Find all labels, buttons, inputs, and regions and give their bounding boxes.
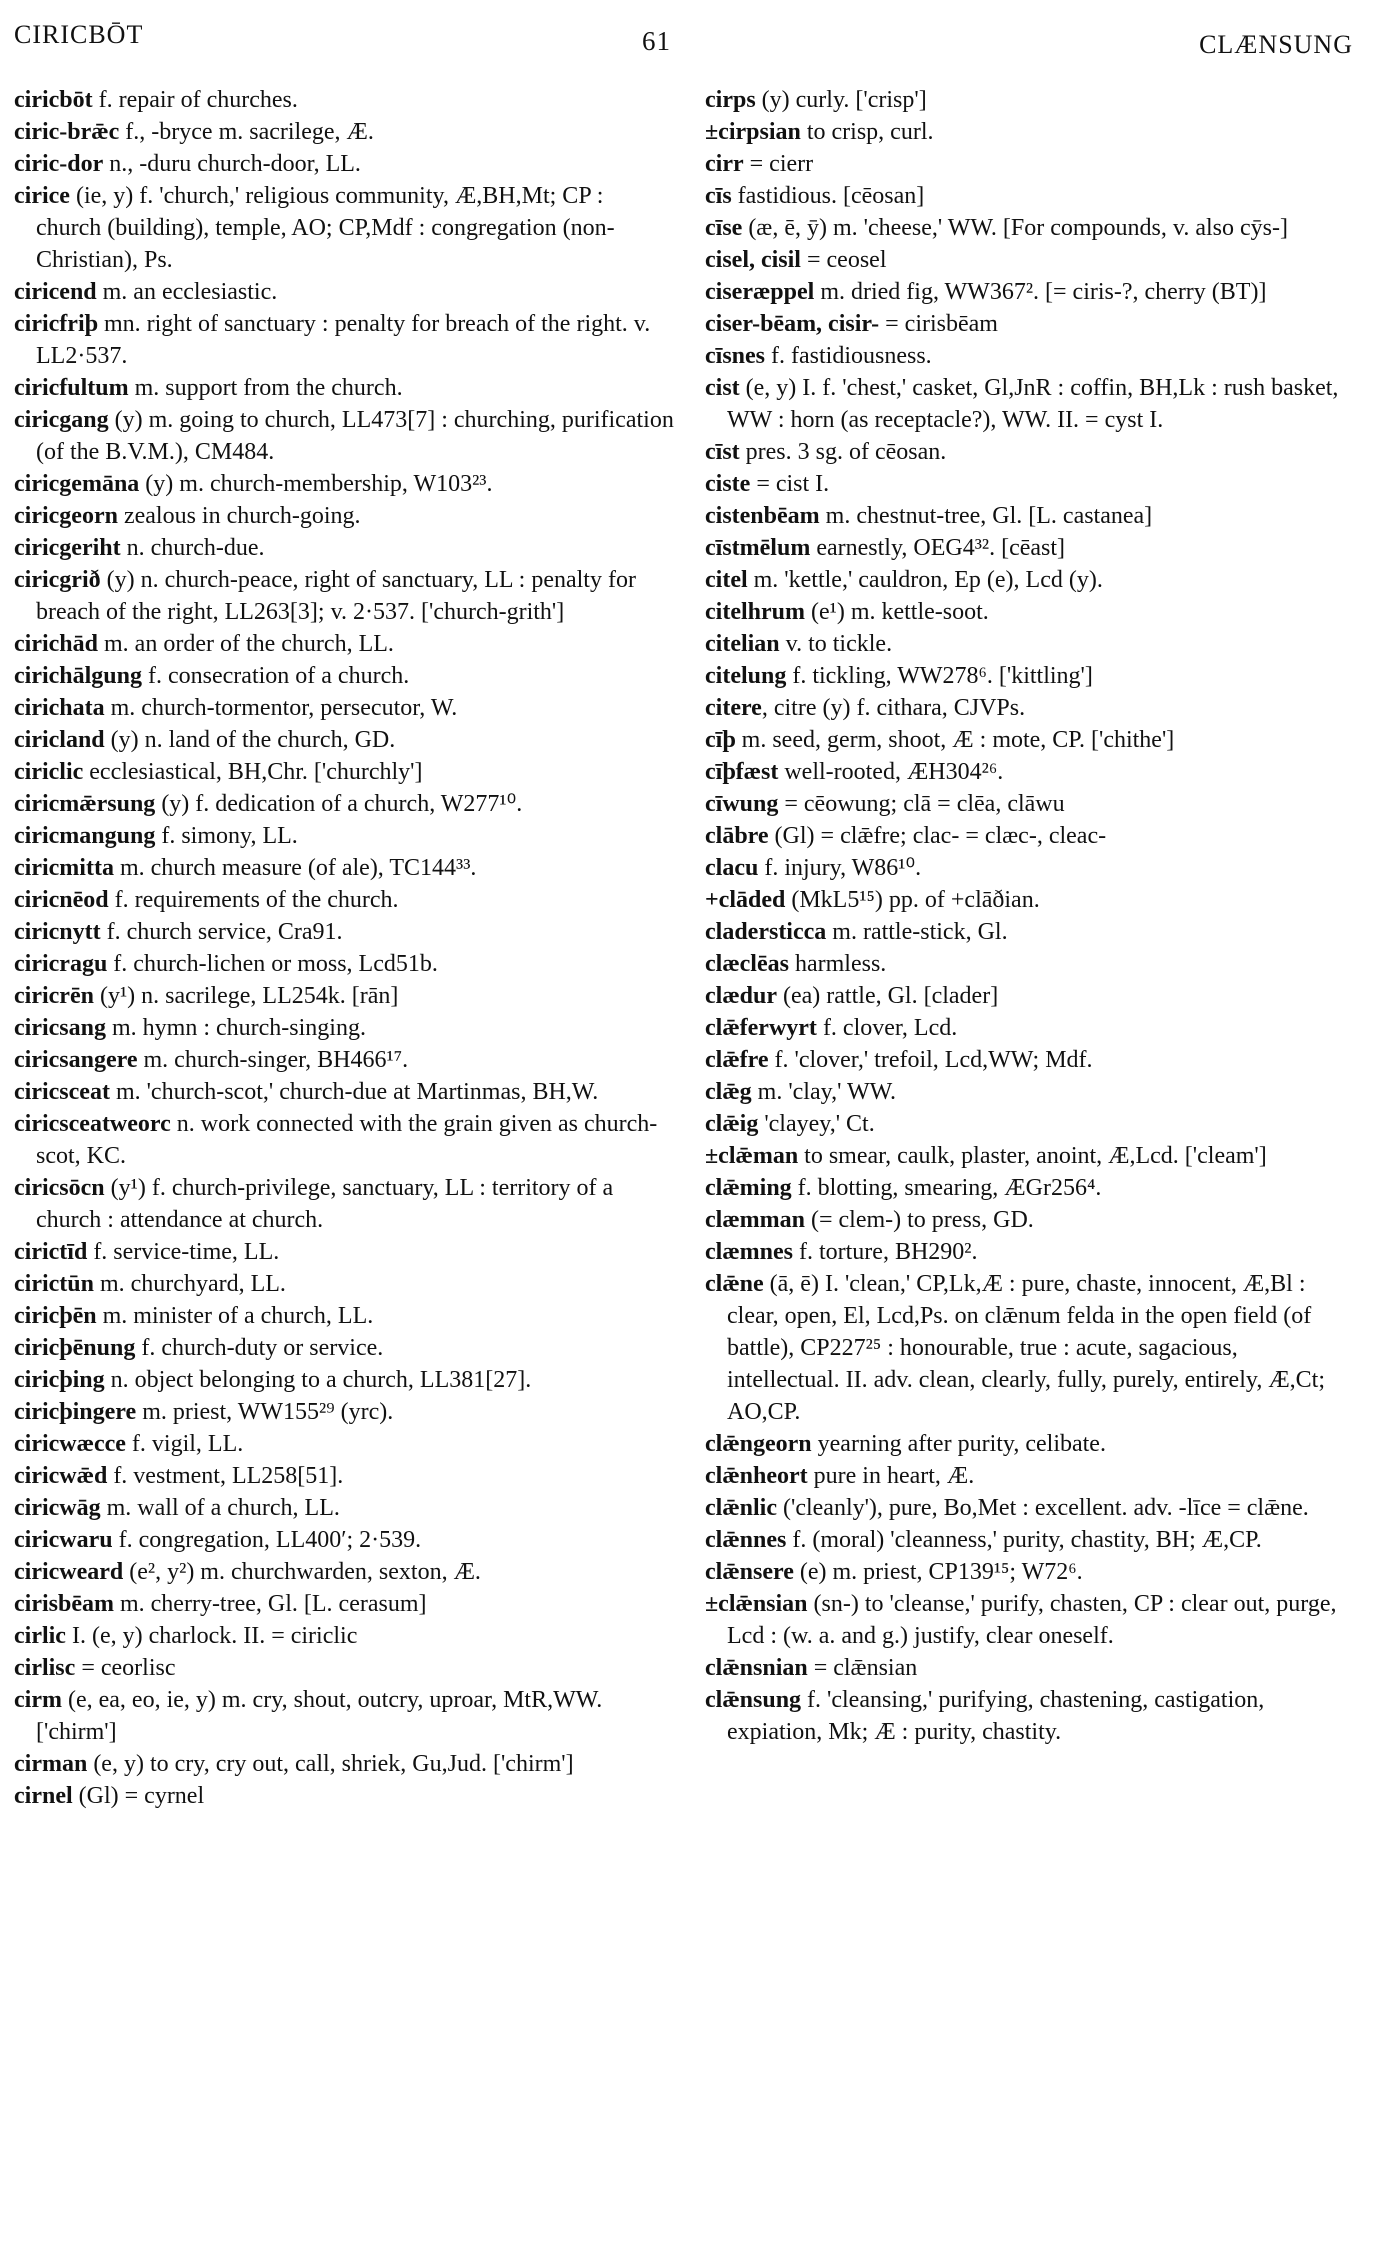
entry-headword: clǣg bbox=[705, 1079, 752, 1105]
dictionary-entry bbox=[705, 884, 1353, 916]
entry-headword: cīsnes bbox=[705, 343, 765, 369]
entry-headword: clæmnes bbox=[705, 1239, 793, 1265]
entry-definition: f. injury, W86¹⁰. bbox=[758, 855, 922, 881]
entry-definition: n., -duru church-door, LL. bbox=[103, 151, 361, 177]
entry-definition: m. churchyard, LL. bbox=[93, 1271, 286, 1297]
dictionary-entry bbox=[705, 1108, 1353, 1140]
entry-headword: citelhrum bbox=[705, 599, 805, 625]
entry-definition: (y) n. land of the church, GD. bbox=[104, 727, 396, 753]
entry-headword: ciricgeorn bbox=[14, 503, 118, 529]
entry-headword: cladersticca bbox=[705, 919, 827, 945]
entry-headword: cirictūn bbox=[14, 1271, 94, 1297]
entry-definition: f. clover, Lcd. bbox=[816, 1015, 958, 1041]
entry-definition: fastidious. [cēosan] bbox=[731, 183, 925, 209]
dictionary-entry bbox=[705, 692, 1353, 724]
entry-definition: pres. 3 sg. of cēosan. bbox=[739, 439, 947, 465]
entry-definition: f. vigil, LL. bbox=[125, 1431, 244, 1457]
dictionary-entry bbox=[14, 820, 674, 852]
page-number: 61 bbox=[642, 26, 671, 56]
dictionary-entry bbox=[14, 948, 674, 980]
entry-definition: (y) n. church-peace, right of sanctuary, LL : penalty for breach of the right, LL263[3]; v. 2·537. ['church-grith'] bbox=[36, 567, 636, 625]
entry-definition: well-rooted, ÆH304²⁶. bbox=[778, 759, 1004, 785]
entry-headword: ciricþing bbox=[14, 1367, 105, 1393]
dictionary-entry bbox=[705, 564, 1353, 596]
entry-definition: (ā, ē) I. 'clean,' CP,Lk,Æ : pure, chaste, innocent, Æ,Bl : clear, open, El, Lcd,Ps. on clǣnum felda in the open field (of battle), CP227²⁵ : honourable, true : acute, sagacious, intellectual. II. adv. clean, clearly, fully, purely, entirely, Æ,Ct; AO,CP. bbox=[727, 1271, 1325, 1425]
dictionary-entry bbox=[705, 980, 1353, 1012]
entry-definition: (e², y²) m. churchwarden, sexton, Æ. bbox=[123, 1559, 481, 1585]
entry-headword: ciricmitta bbox=[14, 855, 114, 881]
entry-headword: cirictīd bbox=[14, 1239, 88, 1265]
entry-definition: m. wall of a church, LL. bbox=[100, 1495, 340, 1521]
dictionary-entry bbox=[14, 148, 674, 180]
entry-headword: ciricgemāna bbox=[14, 471, 140, 497]
entry-headword: cīþfæst bbox=[705, 759, 779, 785]
dictionary-entry bbox=[14, 564, 674, 628]
dictionary-entry bbox=[705, 596, 1353, 628]
entry-headword: cīs bbox=[705, 183, 732, 209]
entry-definition: m. rattle-stick, Gl. bbox=[826, 919, 1008, 945]
entry-headword: clǣig bbox=[705, 1111, 759, 1137]
dictionary-entry bbox=[705, 84, 1353, 116]
entry-headword: ciseræppel bbox=[705, 279, 815, 305]
entry-definition: (e, y) to cry, cry out, call, shriek, Gu,Jud. ['chirm'] bbox=[87, 1751, 574, 1777]
entry-headword: ciricrēn bbox=[14, 983, 94, 1009]
dictionary-entry bbox=[14, 1300, 674, 1332]
entry-definition: earnestly, OEG4³². [cēast] bbox=[810, 535, 1066, 561]
dictionary-entry bbox=[14, 692, 674, 724]
dictionary-entry bbox=[14, 724, 674, 756]
entry-headword: clābre bbox=[705, 823, 769, 849]
entry-headword: ciricweard bbox=[14, 1559, 124, 1585]
entry-definition: f. 'cleansing,' purifying, chastening, castigation, expiation, Mk; Æ : purity, chastity. bbox=[727, 1687, 1265, 1745]
entry-definition: = clǣnsian bbox=[807, 1655, 918, 1681]
entry-definition: f. church-lichen or moss, Lcd51b. bbox=[107, 951, 438, 977]
entry-definition: (e, y) I. f. 'chest,' casket, Gl,JnR : coffin, BH,Lk : rush basket, WW : horn (as receptacle?), WW. II. = cyst I. bbox=[727, 375, 1339, 433]
entry-headword: cīse bbox=[705, 215, 743, 241]
entry-headword: ciric-brǣc bbox=[14, 119, 120, 145]
entry-definition: m. chestnut-tree, Gl. [L. castanea] bbox=[819, 503, 1153, 529]
entry-definition: (ie, y) f. 'church,' religious community, Æ,BH,Mt; CP : church (building), temple, AO; CP,Mdf : congregation (non-Christian), Ps. bbox=[36, 183, 615, 273]
entry-definition: to smear, caulk, plaster, anoint, Æ,Lcd. ['cleam'] bbox=[798, 1143, 1267, 1169]
dictionary-entry bbox=[14, 628, 674, 660]
entry-definition: (y) m. church-membership, W103²³. bbox=[139, 471, 493, 497]
entry-definition: f., -bryce m. sacrilege, Æ. bbox=[119, 119, 374, 145]
entry-headword: ciricland bbox=[14, 727, 105, 753]
page-header bbox=[14, 12, 1353, 59]
entry-definition: (ea) rattle, Gl. [clader] bbox=[777, 983, 999, 1009]
entry-headword: cirps bbox=[705, 87, 756, 113]
entry-definition: m. church measure (of ale), TC144³³. bbox=[113, 855, 477, 881]
dictionary-entry bbox=[14, 500, 674, 532]
dictionary-entry bbox=[14, 884, 674, 916]
entry-headword: citelian bbox=[705, 631, 780, 657]
dictionary-entry bbox=[14, 1556, 674, 1588]
entry-definition: pure in heart, Æ. bbox=[807, 1463, 975, 1489]
entry-headword: cirisbēam bbox=[14, 1591, 114, 1617]
entry-headword: ciricfultum bbox=[14, 375, 129, 401]
dictionary-entry bbox=[14, 468, 674, 500]
dictionary-entry bbox=[705, 916, 1353, 948]
dictionary-entry bbox=[14, 1652, 674, 1684]
entry-definition: f. 'clover,' trefoil, Lcd,WW; Mdf. bbox=[768, 1047, 1093, 1073]
entry-definition: m. priest, WW155²⁹ (yrc). bbox=[136, 1399, 394, 1425]
dictionary-entry bbox=[705, 1556, 1353, 1588]
entry-headword: cirman bbox=[14, 1751, 88, 1777]
entry-headword: clǣngeorn bbox=[705, 1431, 812, 1457]
entry-definition: , citre (y) f. cithara, CJVPs. bbox=[761, 695, 1026, 721]
dictionary-entry bbox=[14, 788, 674, 820]
entry-definition: m. 'church-scot,' church-due at Martinmas, BH,W. bbox=[109, 1079, 599, 1105]
entry-definition: (Gl) = cyrnel bbox=[72, 1783, 205, 1809]
dictionary-entry bbox=[705, 212, 1353, 244]
dictionary-entry bbox=[705, 1588, 1353, 1652]
entry-definition: f. requirements of the church. bbox=[108, 887, 399, 913]
entry-definition: (Gl) = clǣfre; clac- = clæc-, cleac- bbox=[768, 823, 1107, 849]
entry-definition: f. torture, BH290². bbox=[792, 1239, 978, 1265]
dictionary-entry bbox=[14, 756, 674, 788]
entry-headword: cirice bbox=[14, 183, 70, 209]
dictionary-entry bbox=[14, 1396, 674, 1428]
entry-definition: v. to tickle. bbox=[779, 631, 893, 657]
entry-headword: clǣnnes bbox=[705, 1527, 787, 1553]
entry-definition: 'clayey,' Ct. bbox=[758, 1111, 875, 1137]
entry-headword: citelung bbox=[705, 663, 787, 689]
entry-headword: ciricsangere bbox=[14, 1047, 138, 1073]
dictionary-entry bbox=[14, 1172, 674, 1236]
entry-definition: ('cleanly'), pure, Bo,Met : excellent. adv. -līce = clǣne. bbox=[777, 1495, 1309, 1521]
entry-headword: cirm bbox=[14, 1687, 62, 1713]
entry-headword: cirr bbox=[705, 151, 744, 177]
entry-headword: ciric-dor bbox=[14, 151, 104, 177]
entry-headword: cirichata bbox=[14, 695, 105, 721]
entry-definition: I. (e, y) charlock. II. = ciriclic bbox=[65, 1623, 358, 1649]
header-left-guideword: CIRICBŌT bbox=[14, 20, 144, 49]
dictionary-entry bbox=[14, 1108, 674, 1172]
entry-definition: n. work connected with the grain given as church-scot, KC. bbox=[36, 1111, 658, 1169]
entry-headword: ciricmangung bbox=[14, 823, 156, 849]
dictionary-entry bbox=[705, 1524, 1353, 1556]
entry-headword: clǣne bbox=[705, 1271, 764, 1297]
dictionary-entry bbox=[705, 948, 1353, 980]
dictionary-entry bbox=[705, 756, 1353, 788]
dictionary-entry bbox=[14, 372, 674, 404]
entry-headword: cistenbēam bbox=[705, 503, 820, 529]
dictionary-entry bbox=[705, 372, 1353, 436]
entry-definition: (y) m. going to church, LL473[7] : churching, purification (of the B.V.M.), CM484. bbox=[36, 407, 674, 465]
dictionary-entry bbox=[14, 916, 674, 948]
entry-definition: f. church service, Cra91. bbox=[100, 919, 343, 945]
left-column bbox=[14, 84, 674, 1812]
entry-headword: clǣnlic bbox=[705, 1495, 777, 1521]
dictionary-entry bbox=[705, 788, 1353, 820]
entry-definition: m. an order of the church, LL. bbox=[98, 631, 394, 657]
dictionary-entry bbox=[705, 468, 1353, 500]
entry-definition: m. church-singer, BH466¹⁷. bbox=[137, 1047, 409, 1073]
dictionary-entry bbox=[14, 1620, 674, 1652]
entry-definition: harmless. bbox=[788, 951, 887, 977]
dictionary-entry bbox=[705, 660, 1353, 692]
dictionary-entry bbox=[705, 1044, 1353, 1076]
entry-headword: cirichād bbox=[14, 631, 98, 657]
entry-definition: m. support from the church. bbox=[128, 375, 403, 401]
entry-headword: ciricfriþ bbox=[14, 311, 98, 337]
entry-headword: clǣming bbox=[705, 1175, 792, 1201]
entry-definition: n. church-due. bbox=[120, 535, 265, 561]
entry-headword: cist bbox=[705, 375, 740, 401]
entry-headword: cirnel bbox=[14, 1783, 73, 1809]
entry-definition: = cēowung; clā = clēa, clāwu bbox=[778, 791, 1065, 817]
entry-definition: (æ, ē, ȳ) m. 'cheese,' WW. [For compounds, v. also cȳs-] bbox=[742, 215, 1288, 241]
entry-headword: clǣnheort bbox=[705, 1463, 808, 1489]
entry-headword: ciricend bbox=[14, 279, 97, 305]
entry-headword: clǣnsere bbox=[705, 1559, 794, 1585]
entry-definition: m. dried fig, WW367². [= ciris-?, cherry (BT)] bbox=[814, 279, 1267, 305]
entry-definition: f. simony, LL. bbox=[155, 823, 298, 849]
entry-headword: +clāded bbox=[705, 887, 786, 913]
entry-definition: f. fastidiousness. bbox=[765, 343, 932, 369]
dictionary-entry bbox=[705, 820, 1353, 852]
entry-headword: ciricwaru bbox=[14, 1527, 113, 1553]
dictionary-entry bbox=[14, 1364, 674, 1396]
dictionary-entry bbox=[705, 276, 1353, 308]
entry-definition: m. 'kettle,' cauldron, Ep (e), Lcd (y). bbox=[747, 567, 1103, 593]
entry-headword: ciricgang bbox=[14, 407, 109, 433]
entry-definition: f. church-duty or service. bbox=[135, 1335, 384, 1361]
entry-headword: ciricwāg bbox=[14, 1495, 101, 1521]
dictionary-entry bbox=[14, 532, 674, 564]
entry-definition: zealous in church-going. bbox=[117, 503, 361, 529]
entry-definition: m. church-tormentor, persecutor, W. bbox=[104, 695, 458, 721]
dictionary-entry bbox=[14, 980, 674, 1012]
entry-headword: ciricgeriht bbox=[14, 535, 121, 561]
dictionary-entry bbox=[14, 852, 674, 884]
dictionary-entry bbox=[705, 180, 1353, 212]
entry-headword: ciricsceat bbox=[14, 1079, 110, 1105]
entry-definition: m. seed, germ, shoot, Æ : mote, CP. ['chithe'] bbox=[735, 727, 1175, 753]
dictionary-entry bbox=[705, 148, 1353, 180]
entry-headword: clǣfre bbox=[705, 1047, 769, 1073]
entry-headword: cīþ bbox=[705, 727, 736, 753]
dictionary-entry bbox=[14, 1044, 674, 1076]
dictionary-entry bbox=[14, 1780, 674, 1812]
dictionary-entry bbox=[14, 1012, 674, 1044]
entry-definition: (e¹) m. kettle-soot. bbox=[804, 599, 989, 625]
entry-headword: ciricþēn bbox=[14, 1303, 97, 1329]
dictionary-entry bbox=[14, 276, 674, 308]
dictionary-entry bbox=[705, 1076, 1353, 1108]
entry-headword: ±cirpsian bbox=[705, 119, 801, 145]
entry-headword: ciricwæcce bbox=[14, 1431, 126, 1457]
entry-headword: citel bbox=[705, 567, 748, 593]
dictionary-entry bbox=[705, 116, 1353, 148]
entry-definition: (y) curly. ['crisp'] bbox=[755, 87, 927, 113]
entry-definition: f. blotting, smearing, ÆGr256⁴. bbox=[791, 1175, 1102, 1201]
dictionary-entry bbox=[705, 532, 1353, 564]
dictionary-entry bbox=[14, 180, 674, 276]
entry-definition: f. congregation, LL400′; 2·539. bbox=[112, 1527, 422, 1553]
dictionary-entry bbox=[705, 1204, 1353, 1236]
entry-headword: cisel, cisil bbox=[705, 247, 801, 273]
entry-definition: m. minister of a church, LL. bbox=[96, 1303, 374, 1329]
entry-headword: cirlic bbox=[14, 1623, 66, 1649]
entry-definition: m. 'clay,' WW. bbox=[751, 1079, 897, 1105]
dictionary-entry bbox=[705, 628, 1353, 660]
dictionary-entry bbox=[14, 116, 674, 148]
entry-definition: f. tickling, WW278⁶. ['kittling'] bbox=[786, 663, 1093, 689]
dictionary-entry bbox=[14, 660, 674, 692]
entry-definition: = ceorlisc bbox=[75, 1655, 176, 1681]
entry-headword: ciricnēod bbox=[14, 887, 109, 913]
dictionary-entry bbox=[14, 1332, 674, 1364]
entry-definition: f. (moral) 'cleanness,' purity, chastity, BH; Æ,CP. bbox=[786, 1527, 1262, 1553]
dictionary-entry bbox=[705, 1012, 1353, 1044]
entry-definition: (y) f. dedication of a church, W277¹⁰. bbox=[155, 791, 523, 817]
entry-headword: ciricwǣd bbox=[14, 1463, 108, 1489]
dictionary-entry bbox=[14, 1076, 674, 1108]
dictionary-entry bbox=[14, 1492, 674, 1524]
dictionary-entry bbox=[705, 308, 1353, 340]
dictionary-entry bbox=[705, 436, 1353, 468]
entry-headword: cīwung bbox=[705, 791, 779, 817]
entry-definition: = cirisbēam bbox=[879, 311, 998, 337]
entry-headword: clæclēas bbox=[705, 951, 789, 977]
dictionary-entry bbox=[705, 724, 1353, 756]
entry-headword: clædur bbox=[705, 983, 777, 1009]
entry-headword: cirlisc bbox=[14, 1655, 76, 1681]
dictionary-entry bbox=[14, 1268, 674, 1300]
entry-definition: = ceosel bbox=[800, 247, 887, 273]
entry-definition: m. cherry-tree, Gl. [L. cerasum] bbox=[113, 1591, 427, 1617]
entry-definition: f. repair of churches. bbox=[92, 87, 298, 113]
entry-headword: citere bbox=[705, 695, 762, 721]
dictionary-entry bbox=[705, 1652, 1353, 1684]
entry-definition: (e) m. priest, CP139¹⁵; W72⁶. bbox=[793, 1559, 1083, 1585]
dictionary-entry bbox=[705, 852, 1353, 884]
dictionary-entry bbox=[705, 500, 1353, 532]
entry-headword: ciricnytt bbox=[14, 919, 101, 945]
dictionary-entry bbox=[705, 1140, 1353, 1172]
entry-definition: n. object belonging to a church, LL381[27]. bbox=[104, 1367, 532, 1393]
entry-headword: clǣnsnian bbox=[705, 1655, 808, 1681]
entry-headword: ±clǣnsian bbox=[705, 1591, 808, 1617]
entry-headword: ciricbōt bbox=[14, 87, 93, 113]
dictionary-entry bbox=[14, 1524, 674, 1556]
entry-definition: ecclesiastical, BH,Chr. ['churchly'] bbox=[83, 759, 423, 785]
dictionary-entry bbox=[14, 1460, 674, 1492]
dictionary-entry bbox=[14, 308, 674, 372]
dictionary-entry bbox=[705, 340, 1353, 372]
entry-definition: f. service-time, LL. bbox=[87, 1239, 280, 1265]
entry-definition: (y¹) n. sacrilege, LL254k. [rān] bbox=[93, 983, 399, 1009]
dictionary-entry bbox=[705, 1268, 1353, 1428]
dictionary-entry bbox=[705, 1428, 1353, 1460]
entry-headword: clǣferwyrt bbox=[705, 1015, 817, 1041]
entry-headword: ciricþingere bbox=[14, 1399, 137, 1425]
entry-headword: ciricsōcn bbox=[14, 1175, 105, 1201]
entry-headword: cirichālgung bbox=[14, 663, 143, 689]
dictionary-entry bbox=[14, 404, 674, 468]
entry-headword: ciricgrið bbox=[14, 567, 101, 593]
entry-headword: ±clǣman bbox=[705, 1143, 799, 1169]
entry-definition: (= clem-) to press, GD. bbox=[804, 1207, 1034, 1233]
entry-definition: f. consecration of a church. bbox=[142, 663, 410, 689]
entry-headword: ciricmǣrsung bbox=[14, 791, 156, 817]
columns bbox=[14, 84, 1353, 1812]
dictionary-entry bbox=[705, 1236, 1353, 1268]
entry-headword: ciricsceatweorc bbox=[14, 1111, 171, 1137]
dictionary-entry bbox=[705, 1172, 1353, 1204]
entry-definition: (sn-) to 'cleanse,' purify, chasten, CP : clear out, purge, Lcd : (w. a. and g.) justify, clear oneself. bbox=[727, 1591, 1337, 1649]
dictionary-entry bbox=[14, 1588, 674, 1620]
entry-headword: cīst bbox=[705, 439, 740, 465]
entry-headword: ciriclic bbox=[14, 759, 84, 785]
entry-headword: ciricragu bbox=[14, 951, 108, 977]
entry-headword: ciricsang bbox=[14, 1015, 106, 1041]
dictionary-entry bbox=[14, 1684, 674, 1748]
dictionary-entry bbox=[705, 244, 1353, 276]
entry-headword: clacu bbox=[705, 855, 759, 881]
entry-definition: (y¹) f. church-privilege, sanctuary, LL : territory of a church : attendance at church. bbox=[36, 1175, 614, 1233]
entry-definition: = cist I. bbox=[750, 471, 830, 497]
dictionary-entry bbox=[14, 84, 674, 116]
entry-headword: cīstmēlum bbox=[705, 535, 811, 561]
entry-definition: to crisp, curl. bbox=[800, 119, 934, 145]
entry-definition: (MkL5¹⁵) pp. of +clāðian. bbox=[785, 887, 1040, 913]
entry-headword: ciricþēnung bbox=[14, 1335, 136, 1361]
dictionary-entry bbox=[705, 1492, 1353, 1524]
entry-headword: ciste bbox=[705, 471, 751, 497]
entry-headword: clǣnsung bbox=[705, 1687, 802, 1713]
dictionary-entry bbox=[705, 1460, 1353, 1492]
entry-definition: m. hymn : church-singing. bbox=[105, 1015, 366, 1041]
entry-definition: mn. right of sanctuary : penalty for breach of the right. v. LL2·537. bbox=[36, 311, 651, 369]
dictionary-entry bbox=[14, 1748, 674, 1780]
dictionary-entry bbox=[705, 1684, 1353, 1748]
entry-headword: clæmman bbox=[705, 1207, 805, 1233]
entry-definition: yearning after purity, celibate. bbox=[811, 1431, 1106, 1457]
dictionary-entry bbox=[14, 1236, 674, 1268]
header-right-guideword: CLÆNSUNG bbox=[1199, 30, 1353, 59]
entry-definition: m. an ecclesiastic. bbox=[96, 279, 278, 305]
entry-definition: = cierr bbox=[743, 151, 814, 177]
entry-definition: f. vestment, LL258[51]. bbox=[107, 1463, 344, 1489]
entry-definition: (e, ea, eo, ie, y) m. cry, shout, outcry, uproar, MtR,WW. ['chirm'] bbox=[36, 1687, 603, 1745]
right-column bbox=[705, 84, 1353, 1812]
entry-headword: ciser-bēam, cisir- bbox=[705, 311, 880, 337]
dictionary-entry bbox=[14, 1428, 674, 1460]
